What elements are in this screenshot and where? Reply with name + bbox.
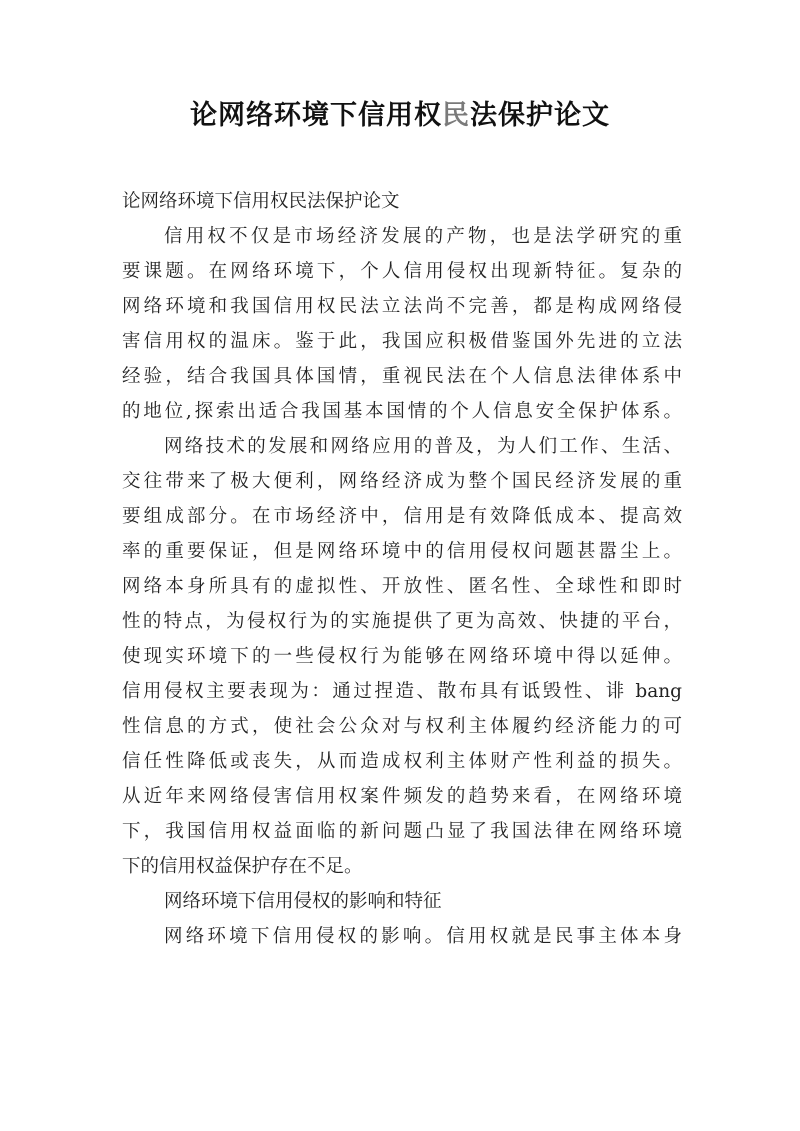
document-title bbox=[0, 96, 800, 136]
paragraph-1-line: 网络环境和我国信用权民法立法尚不完善，都是构成网络侵 bbox=[122, 296, 682, 317]
paragraph-2-line: 性的特点，为侵权行为的实施提供了更为高效、快捷的平台， bbox=[122, 611, 682, 632]
paragraph-1-line: 害信用权的温床。鉴于此，我国应积极借鉴国外先进的立法 bbox=[122, 331, 682, 352]
paragraph-1-line: 的地位,探索出适合我国基本国情的个人信息安全保护体系。 bbox=[122, 401, 682, 422]
paragraph-2-line: 要组成部分。在市场经济中，信用是有效降低成本、提高效 bbox=[122, 506, 682, 527]
paragraph-2-line: 下，我国信用权益面临的新问题凸显了我国法律在网络环境 bbox=[122, 821, 682, 842]
paragraph-2-line: 从近年来网络侵害信用权案件频发的趋势来看，在网络环境 bbox=[122, 786, 682, 807]
title-part-2: 法保护论文 bbox=[470, 100, 610, 131]
section-heading: 网络环境下信用侵权的影响和特征 bbox=[164, 891, 442, 912]
doc-subtitle-line: 论网络环境下信用权民法保护论文 bbox=[122, 191, 400, 212]
paragraph-2-line: 性信息的方式，使社会公众对与权利主体履约经济能力的可 bbox=[122, 716, 682, 737]
paragraph-2-line: 信用侵权主要表现为：通过捏造、散布具有诋毁性、诽 bang bbox=[122, 681, 682, 702]
paragraph-3-line: 网络环境下信用侵权的影响。信用权就是民事主体本身 bbox=[164, 926, 682, 947]
paragraph-2-line: 率的重要保证，但是网络环境中的信用侵权问题甚嚣尘上。 bbox=[122, 541, 682, 562]
title-highlight-char: 民 bbox=[442, 100, 470, 131]
paragraph-2-line: 使现实环境下的一些侵权行为能够在网络环境中得以延伸。 bbox=[122, 646, 682, 667]
paragraph-2-line: 网络技术的发展和网络应用的普及，为人们工作、生活、 bbox=[164, 436, 682, 457]
paragraph-2-line: 交往带来了极大便利，网络经济成为整个国民经济发展的重 bbox=[122, 471, 682, 492]
document-body bbox=[122, 184, 682, 954]
paragraph-1-line: 信用权不仅是市场经济发展的产物，也是法学研究的重 bbox=[164, 226, 682, 247]
paragraph-2-line: 网络本身所具有的虚拟性、开放性、匿名性、全球性和即时 bbox=[122, 576, 682, 597]
paragraph-1-line: 经验，结合我国具体国情，重视民法在个人信息法律体系中 bbox=[122, 366, 682, 387]
paragraph-2-line: 信任性降低或丧失，从而造成权利主体财产性利益的损失。 bbox=[122, 751, 682, 772]
paragraph-2-line: 下的信用权益保护存在不足。 bbox=[122, 856, 363, 877]
paragraph-1-line: 要课题。在网络环境下，个人信用侵权出现新特征。复杂的 bbox=[122, 261, 682, 282]
title-part-1: 论网络环境下信用权 bbox=[190, 100, 442, 131]
